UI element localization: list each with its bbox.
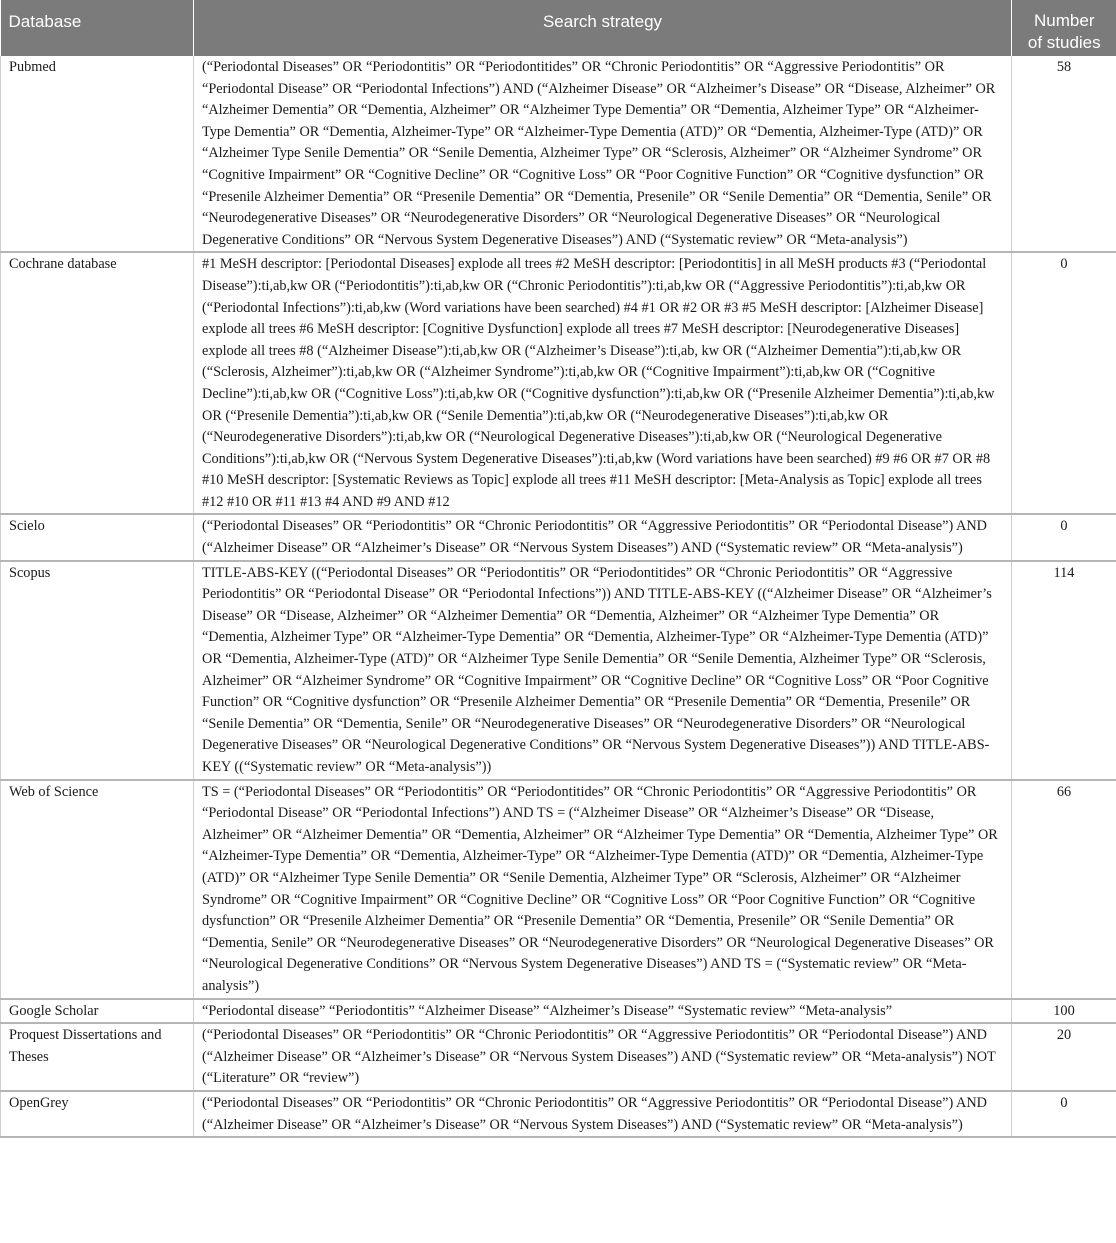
cell-database: Pubmed [1,56,194,252]
cell-database: Scopus [1,561,194,780]
table-row [1,252,1116,514]
cell-number-of-studies: 100 [1012,999,1116,1024]
header-search-strategy: Search strategy [194,0,1012,56]
cell-search-strategy: TITLE-ABS-KEY ((“Periodontal Diseases” OR “Periodontitis” OR “Periodontitides” OR “Chronic Periodontitis” OR “Aggressive Periodontitis” OR “Periodontal Disease” OR “Periodontal Infections”)) AND TITLE-ABS-KEY ((“Alzheimer Disease” OR “Alzheimer’s Disease” OR “Disease, Alzheimer” OR “Alzheimer Dementia” OR “Dementia, Alzheimer” OR “Alzheimer Type Dementia” OR “Dementia, Alzheimer Type” OR “Alzheimer-Type Dementia” OR “Dementia, Alzheimer-Type” OR “Alzheimer-Type Dementia (ATD)” OR “Dementia, Alzheimer-Type (ATD)” OR “Alzheimer Type Senile Dementia” OR “Senile Dementia, Alzheimer Type” OR “Sclerosis, Alzheimer” OR “Alzheimer Syndrome” OR “Cognitive Impairment” OR “Cognitive Decline” OR “Cognitive Loss” OR “Poor Cognitive Function” OR “Cognitive dysfunction” OR “Presenile Alzheimer Dementia” OR “Presenile Dementia” OR “Dementia, Presenile” OR “Senile Dementia” OR “Dementia, Senile” OR “Neurodegenerative Diseases” OR “Neurodegenerative Disorders” OR “Neurological Degenerative Diseases” OR “Neurological Degenerative Conditions” OR “Nervous System Degenerative Diseases”)) AND TITLE-ABS-KEY ((“Systematic review” OR “Meta-analysis”)) [194,561,1012,780]
cell-number-of-studies: 20 [1012,1023,1116,1091]
cell-database: Web of Science [1,780,194,999]
cell-search-strategy: “Periodontal disease” “Periodontitis” “Alzheimer Disease” “Alzheimer’s Disease” “Systematic review” “Meta-analysis” [194,999,1012,1024]
header-number-of-studies [1012,0,1116,56]
cell-search-strategy: (“Periodontal Diseases” OR “Periodontitis” OR “Periodontitides” OR “Chronic Periodontitis” OR “Aggressive Periodontitis” OR “Periodontal Disease” OR “Periodontal Infections”) AND (“Alzheimer Disease” OR “Alzheimer’s Disease” OR “Disease, Alzheimer” OR “Alzheimer Dementia” OR “Dementia, Alzheimer” OR “Alzheimer Type Dementia” OR “Dementia, Alzheimer Type” OR “Alzheimer-Type Dementia” OR “Dementia, Alzheimer-Type” OR “Alzheimer-Type Dementia (ATD)” OR “Dementia, Alzheimer-Type (ATD)” OR “Alzheimer Type Senile Dementia” OR “Senile Dementia, Alzheimer Type” OR “Sclerosis, Alzheimer” OR “Alzheimer Syndrome” OR “Cognitive Impairment” OR “Cognitive Decline” OR “Cognitive Loss” OR “Poor Cognitive Function” OR “Cognitive dysfunction” OR “Presenile Alzheimer Dementia” OR “Presenile Dementia” OR “Dementia, Presenile” OR “Senile Dementia” OR “Dementia, Senile” OR “Neurodegenerative Diseases” OR “Neurodegenerative Disorders” OR “Neurological Degenerative Diseases” OR “Neurological Degenerative Conditions” OR “Nervous System Degenerative Diseases”) AND (“Systematic review” OR “Meta-analysis”) [194,56,1012,252]
table-row [1,561,1116,780]
cell-number-of-studies: 66 [1012,780,1116,999]
cell-number-of-studies: 58 [1012,56,1116,252]
cell-number-of-studies: 0 [1012,514,1116,560]
header-row [1,0,1116,56]
cell-search-strategy: TS = (“Periodontal Diseases” OR “Periodontitis” OR “Periodontitides” OR “Chronic Periodontitis” OR “Aggressive Periodontitis” OR “Periodontal Disease” OR “Periodontal Infections”) AND TS = (“Alzheimer Disease” OR “Alzheimer’s Disease” OR “Disease, Alzheimer” OR “Alzheimer Dementia” OR “Dementia, Alzheimer” OR “Alzheimer Type Dementia” OR “Dementia, Alzheimer Type” OR “Alzheimer-Type Dementia” OR “Dementia, Alzheimer-Type” OR “Alzheimer-Type Dementia (ATD)” OR “Dementia, Alzheimer-Type (ATD)” OR “Alzheimer Type Senile Dementia” OR “Senile Dementia, Alzheimer Type” OR “Sclerosis, Alzheimer” OR “Alzheimer Syndrome” OR “Cognitive Impairment” OR “Cognitive Decline” OR “Cognitive Loss” OR “Poor Cognitive Function” OR “Cognitive dysfunction” OR “Presenile Alzheimer Dementia” OR “Presenile Dementia” OR “Dementia, Presenile” OR “Senile Dementia” OR “Dementia, Senile” OR “Neurodegenerative Diseases” OR “Neurodegenerative Disorders” OR “Neurological Degenerative Diseases” OR “Neurological Degenerative Conditions” OR “Nervous System Degenerative Diseases”) AND TS = (“Systematic review” OR “Meta-analysis”) [194,780,1012,999]
table-row [1,999,1116,1024]
table-row [1,1091,1116,1137]
header-number-line2: of studies [1027,33,1101,52]
cell-database: Proquest Dissertations and Theses [1,1023,194,1091]
cell-number-of-studies: 0 [1012,1091,1116,1137]
table-row [1,780,1116,999]
cell-database: OpenGrey [1,1091,194,1137]
cell-database: Scielo [1,514,194,560]
cell-search-strategy: #1 MeSH descriptor: [Periodontal Diseases] explode all trees #2 MeSH descriptor: [Periodontitis] in all MeSH products #3 (“Periodontal Disease”):ti,ab,kw OR (“Periodontitis”):ti,ab,kw OR (“Chronic Periodontitis”):ti,ab,kw OR (“Aggressive Periodontitis”):ti,ab,kw OR (“Periodontal Infections”):ti,ab,kw (Word variations have been searched) #4 #1 OR #2 OR #3 #5 MeSH descriptor: [Alzheimer Disease] explode all trees #6 MeSH descriptor: [Cognitive Dysfunction] explode all trees #7 MeSH descriptor: [Neurodegenerative Diseases] explode all trees #8 (“Alzheimer Disease”):ti,ab,kw OR (“Alzheimer’s Disease”):ti,ab, kw OR (“Alzheimer Dementia”):ti,ab,kw OR (“Sclerosis, Alzheimer”):ti,ab,kw OR (“Alzheimer Syndrome”):ti,ab,kw OR (“Cognitive Impairment”):ti,ab,kw OR (“Cognitive Decline”):ti,ab,kw OR (“Cognitive Loss”):ti,ab,kw OR (“Cognitive dysfunction”):ti,ab,kw OR (“Presenile Alzheimer Dementia”):ti,ab,kw OR (“Presenile Dementia”):ti,ab,kw OR (“Senile Dementia”):ti,ab,kw OR (“Neurodegenerative Diseases”):ti,ab,kw OR (“Neurodegenerative Disorders”):ti,ab,kw OR (“Neurological Degenerative Diseases”):ti,ab,kw OR (“Neurological Degenerative Conditions”):ti,ab,kw OR (“Nervous System Degenerative Diseases”):ti,ab,kw (Word variations have been searched) #9 #6 OR #7 OR #8 #10 MeSH descriptor: [Systematic Reviews as Topic] explode all trees #11 MeSH descriptor: [Meta-Analysis as Topic] explode all trees #12 #10 OR #11 #13 #4 AND #9 AND #12 [194,252,1012,514]
cell-database: Cochrane database [1,252,194,514]
cell-search-strategy: (“Periodontal Diseases” OR “Periodontitis” OR “Chronic Periodontitis” OR “Aggressive Periodontitis” OR “Periodontal Disease”) AND (“Alzheimer Disease” OR “Alzheimer’s Disease” OR “Nervous System Diseases”) AND (“Systematic review” OR “Meta-analysis”) NOT (“Literature” OR “review”) [194,1023,1012,1091]
cell-number-of-studies: 114 [1012,561,1116,780]
cell-database: Google Scholar [1,999,194,1024]
cell-number-of-studies: 0 [1012,252,1116,514]
cell-search-strategy: (“Periodontal Diseases” OR “Periodontitis” OR “Chronic Periodontitis” OR “Aggressive Periodontitis” OR “Periodontal Disease”) AND (“Alzheimer Disease” OR “Alzheimer’s Disease” OR “Nervous System Diseases”) AND (“Systematic review” OR “Meta-analysis”) [194,1091,1012,1137]
table-row [1,514,1116,560]
header-number-line1: Number [1034,11,1095,30]
header-database: Database [1,0,194,56]
table-row [1,1023,1116,1091]
table-row [1,56,1116,252]
cell-search-strategy: (“Periodontal Diseases” OR “Periodontitis” OR “Chronic Periodontitis” OR “Aggressive Periodontitis” OR “Periodontal Disease”) AND (“Alzheimer Disease” OR “Alzheimer’s Disease” OR “Nervous System Diseases”) AND (“Systematic review” OR “Meta-analysis”) [194,514,1012,560]
